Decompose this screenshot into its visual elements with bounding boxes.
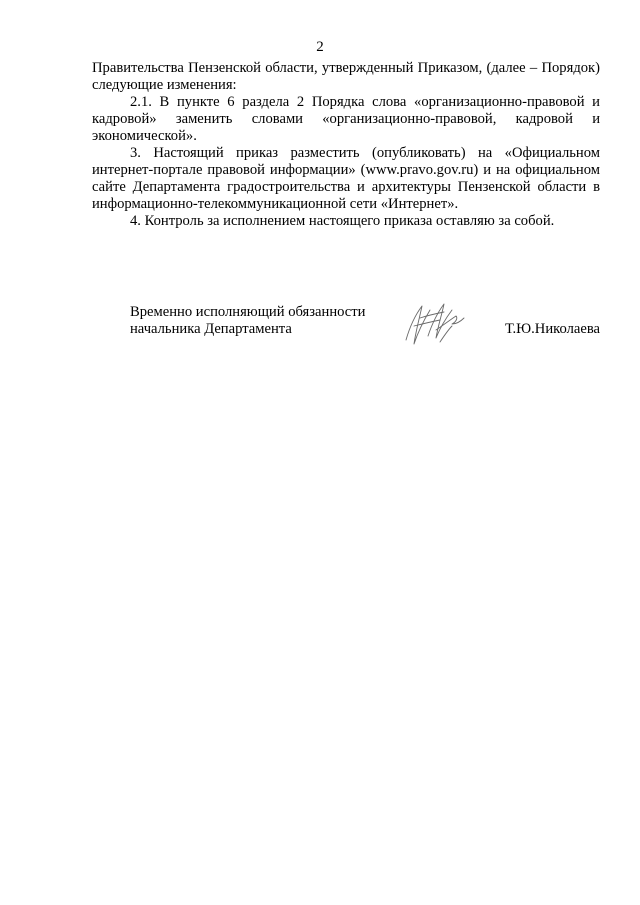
signatory-name: Т.Ю.Николаева — [505, 321, 600, 337]
signatory-title-line-1: Временно исполняющий обязанности — [130, 304, 366, 320]
signature-block — [130, 304, 600, 364]
paragraph-item-4: 4. Контроль за исполнением настоящего приказа оставляю за собой. — [130, 213, 555, 229]
page-number: 2 — [316, 39, 324, 55]
paragraph-item-2-1: 2.1. В пункте 6 раздела 2 Порядка слова «организационно-правовой и кадровой» заменить словами «организационно-правовой, кадровой и экономической». — [92, 94, 600, 144]
paragraph-item-3: 3. Настоящий приказ разместить (опубликовать) на «Официальном интернет-портале правовой информации» (www.pravo.gov.ru) и на официальном сайте Департамента градостроительства и архитектуры Пензенской области в информационно-телекоммуникационной сети «Интернет». — [92, 145, 600, 212]
handwritten-signature-image — [400, 296, 470, 356]
signatory-title — [130, 304, 390, 338]
document-body — [92, 60, 600, 230]
paragraph-continuation: Правительства Пензенской области, утвержденный Приказом, (далее – Порядок) следующие изменения: — [92, 60, 600, 93]
signatory-title-line-2: начальника Департамента — [130, 321, 292, 337]
